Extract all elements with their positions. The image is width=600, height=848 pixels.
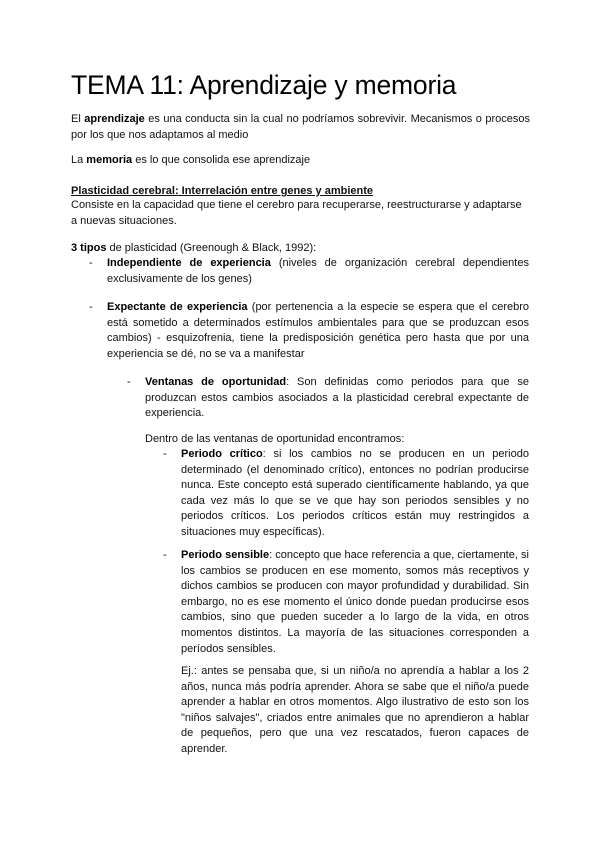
item-text: : concepto que hace referencia a que, ciertamente, si los cambios se producen en ese momento, somos más receptivos y dichos cambios se producen con mayor profundidad y durabilidad. Sin embargo, no es ese momento el único donde puedan producirse esos cambios, sino que pueden suceder a lo largo de la vida, en otros momentos distintos. La mayoría de las situaciones corresponden a períodos sensibles.	[181, 549, 529, 655]
page-title: TEMA 11: Aprendizaje y memoria	[71, 70, 457, 100]
list-bullet: -	[89, 257, 93, 269]
intro-learning-paragraph	[71, 112, 530, 143]
intro-memory-prefix: La	[71, 154, 87, 166]
example-paragraph: Ej.: antes se pensaba que, si un niño/a no aprendía a hablar a los 2 años, nunca más podría aprender. Ahora se sabe que el niño/a puede aprender a hablar en otros momentos. Algo ilustrativo de esto son los "niños salvajes", criados entre animales que no aprendieron a hablar de pequeños, pero que una vez rescatados, fueron capaces de aprender.	[181, 665, 529, 755]
types-count: 3 tipos	[71, 242, 107, 254]
item-title: Periodo sensible	[181, 549, 270, 561]
types-citation: de plasticidad (Greenough & Black, 1992):	[106, 242, 317, 254]
list-item-periodo-sensible	[181, 548, 529, 657]
list-bullet: -	[163, 549, 167, 561]
item-text: (niveles de organización cerebral dependientes exclusivamente de los genes)	[107, 257, 529, 285]
item-title: Periodo crítico	[181, 448, 263, 460]
list-item-ventanas	[145, 375, 529, 422]
item-text: : Son definidas como periodos para que se produzcan estos cambios asociados a la plasticidad cerebral expectante de experiencia.	[145, 376, 529, 420]
term-memoria: memoria	[86, 154, 133, 166]
types-intro	[71, 241, 530, 257]
item-text: : si los cambios no se producen en un periodo determinado (el denominado crítico), entonces no podrían producirse nunca. Este concepto está superado científicamente hablando, ya que cada vez más lo que se ve que hay son periodos sensibles y no periodos críticos. Los periodos críticos están muy restringidos a situaciones muy específicas).	[181, 448, 529, 538]
item-title: Independiente de experiencia	[107, 257, 271, 269]
list-item-expectante	[107, 300, 529, 362]
intro-learning-prefix: El	[71, 113, 85, 125]
term-aprendizaje: aprendizaje	[84, 113, 145, 125]
plasticity-definition: Consiste en la capacidad que tiene el cerebro para recuperarse, reestructurarse y adaptarse a nuevas situaciones.	[71, 199, 522, 227]
list-item-periodo-critico	[181, 447, 529, 541]
plasticity-heading: Plasticidad cerebral: Interrelación entre genes y ambiente	[71, 185, 374, 197]
intro-memory-paragraph	[71, 153, 530, 169]
item-title: Expectante de experiencia	[107, 301, 248, 313]
list-bullet: -	[89, 301, 93, 313]
list-bullet: -	[163, 448, 167, 460]
windows-intro: Dentro de las ventanas de oportunidad encontramos:	[145, 433, 405, 445]
intro-learning-text: es una conducta sin la cual no podríamos sobrevivir. Mecanismos o procesos por los que nos adaptamos al medio	[71, 113, 530, 141]
list-item-independiente	[107, 256, 529, 287]
item-text: (por pertenencia a la especie se espera que el cerebro está sometido a determinados estímulos ambientales para que se produzcan esos cambios) - esquizofrenia, tiene la predisposición genética pero hasta que por una experiencia se dé, no se va a manifestar	[107, 301, 529, 360]
intro-memory-text: es lo que consolida ese aprendizaje	[132, 154, 311, 166]
item-title: Ventanas de oportunidad	[145, 376, 287, 388]
list-bullet: -	[127, 376, 131, 388]
